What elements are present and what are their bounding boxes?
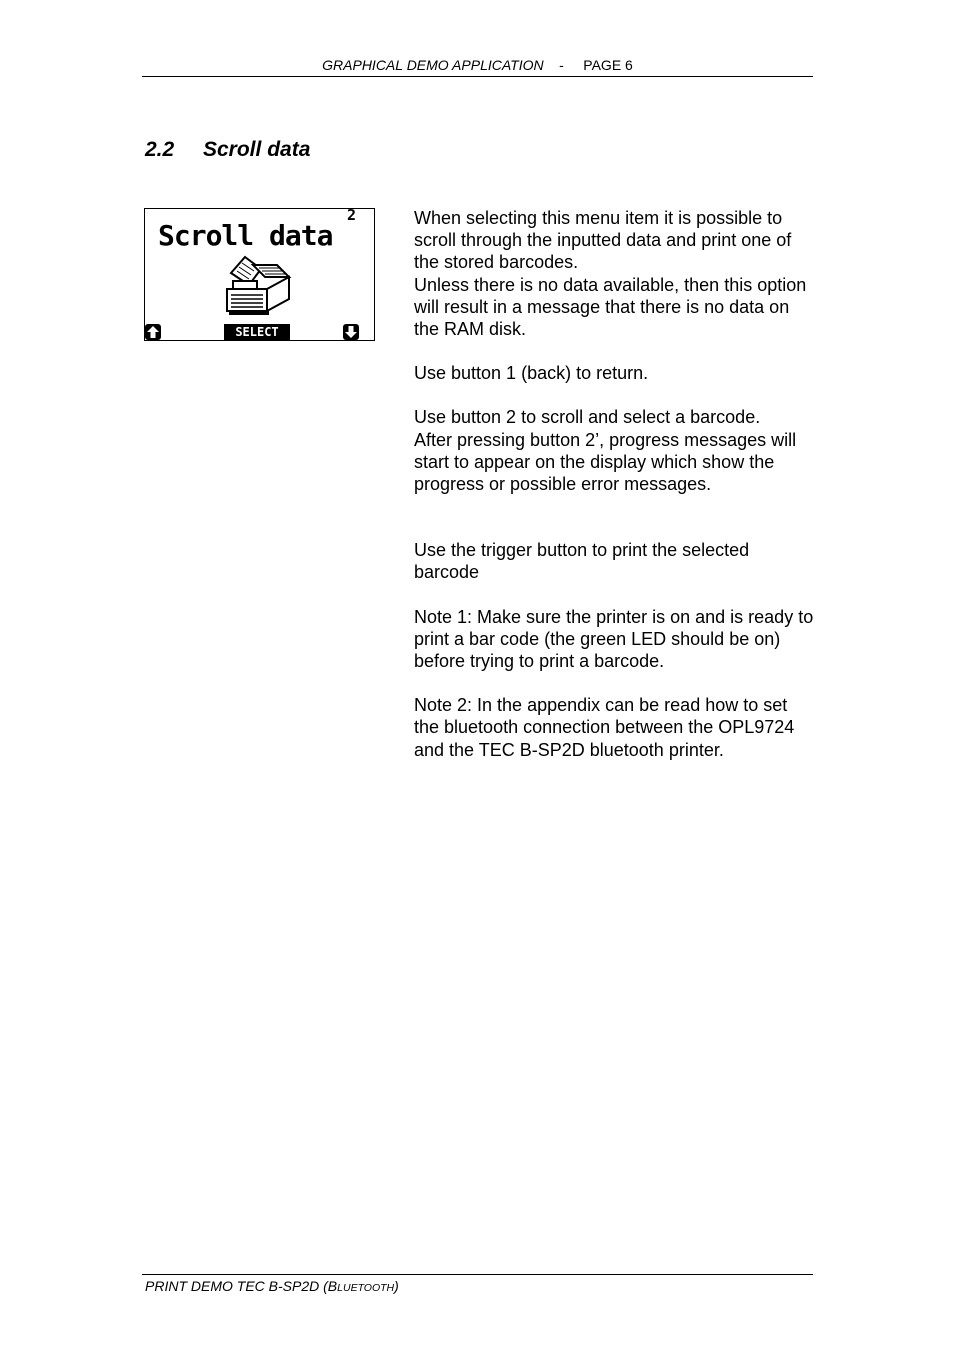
- paragraph: [414, 207, 814, 340]
- header-separator: -: [559, 57, 564, 73]
- page-header: [142, 56, 813, 77]
- paragraph: Note 2: In the appendix can be read how to set the bluetooth connection between the OPL9724 and the TEC B-SP2D bluetooth printer.: [414, 695, 795, 760]
- section-heading: [145, 136, 310, 164]
- paragraph-line: Use button 2 to scroll and select a barcode.: [414, 407, 761, 428]
- footer-text-end: ): [394, 1278, 399, 1294]
- footer-text-initial: B: [327, 1278, 338, 1294]
- paragraph-line: Unless there is no data available, then this option will result in a message that there is no data on the RAM disk.: [414, 274, 807, 340]
- section-number: 2.2: [145, 138, 175, 161]
- header-title: GRAPHICAL DEMO APPLICATION: [322, 57, 544, 73]
- paragraph: Note 1: Make sure the printer is on and is ready to print a bar code (the green LED should be on) before trying to print a barcode.: [414, 606, 814, 672]
- arrow-down-icon: [343, 324, 359, 340]
- paragraph: [414, 406, 814, 495]
- paragraph: Use the trigger button to print the selected barcode: [414, 540, 750, 583]
- lcd-select-label: SELECT: [224, 324, 290, 340]
- paragraph-line: After pressing button 2’, progress messages will start to appear on the display which show the progress or possible error messages.: [414, 429, 797, 495]
- paragraph-line: When selecting this menu item it is possible to scroll through the inputted data and print one of the stored barcodes.: [414, 208, 792, 273]
- paragraph: Use button 1 (back) to return.: [414, 363, 649, 384]
- lcd-menu-number: 2: [346, 206, 356, 224]
- arrow-up-icon: [145, 324, 161, 340]
- body-text: [414, 207, 814, 783]
- lcd-title: Scroll data: [158, 219, 333, 252]
- page-footer: [142, 1274, 813, 1297]
- header-page-number: PAGE 6: [583, 57, 633, 73]
- section-title: Scroll data: [203, 138, 311, 161]
- lcd-screenshot: [144, 208, 375, 341]
- footer-text: PRINT DEMO TEC B-SP2D (: [145, 1278, 328, 1294]
- footer-text-smallcaps: LUETOOTH: [337, 1282, 395, 1294]
- printer-icon: [223, 255, 293, 317]
